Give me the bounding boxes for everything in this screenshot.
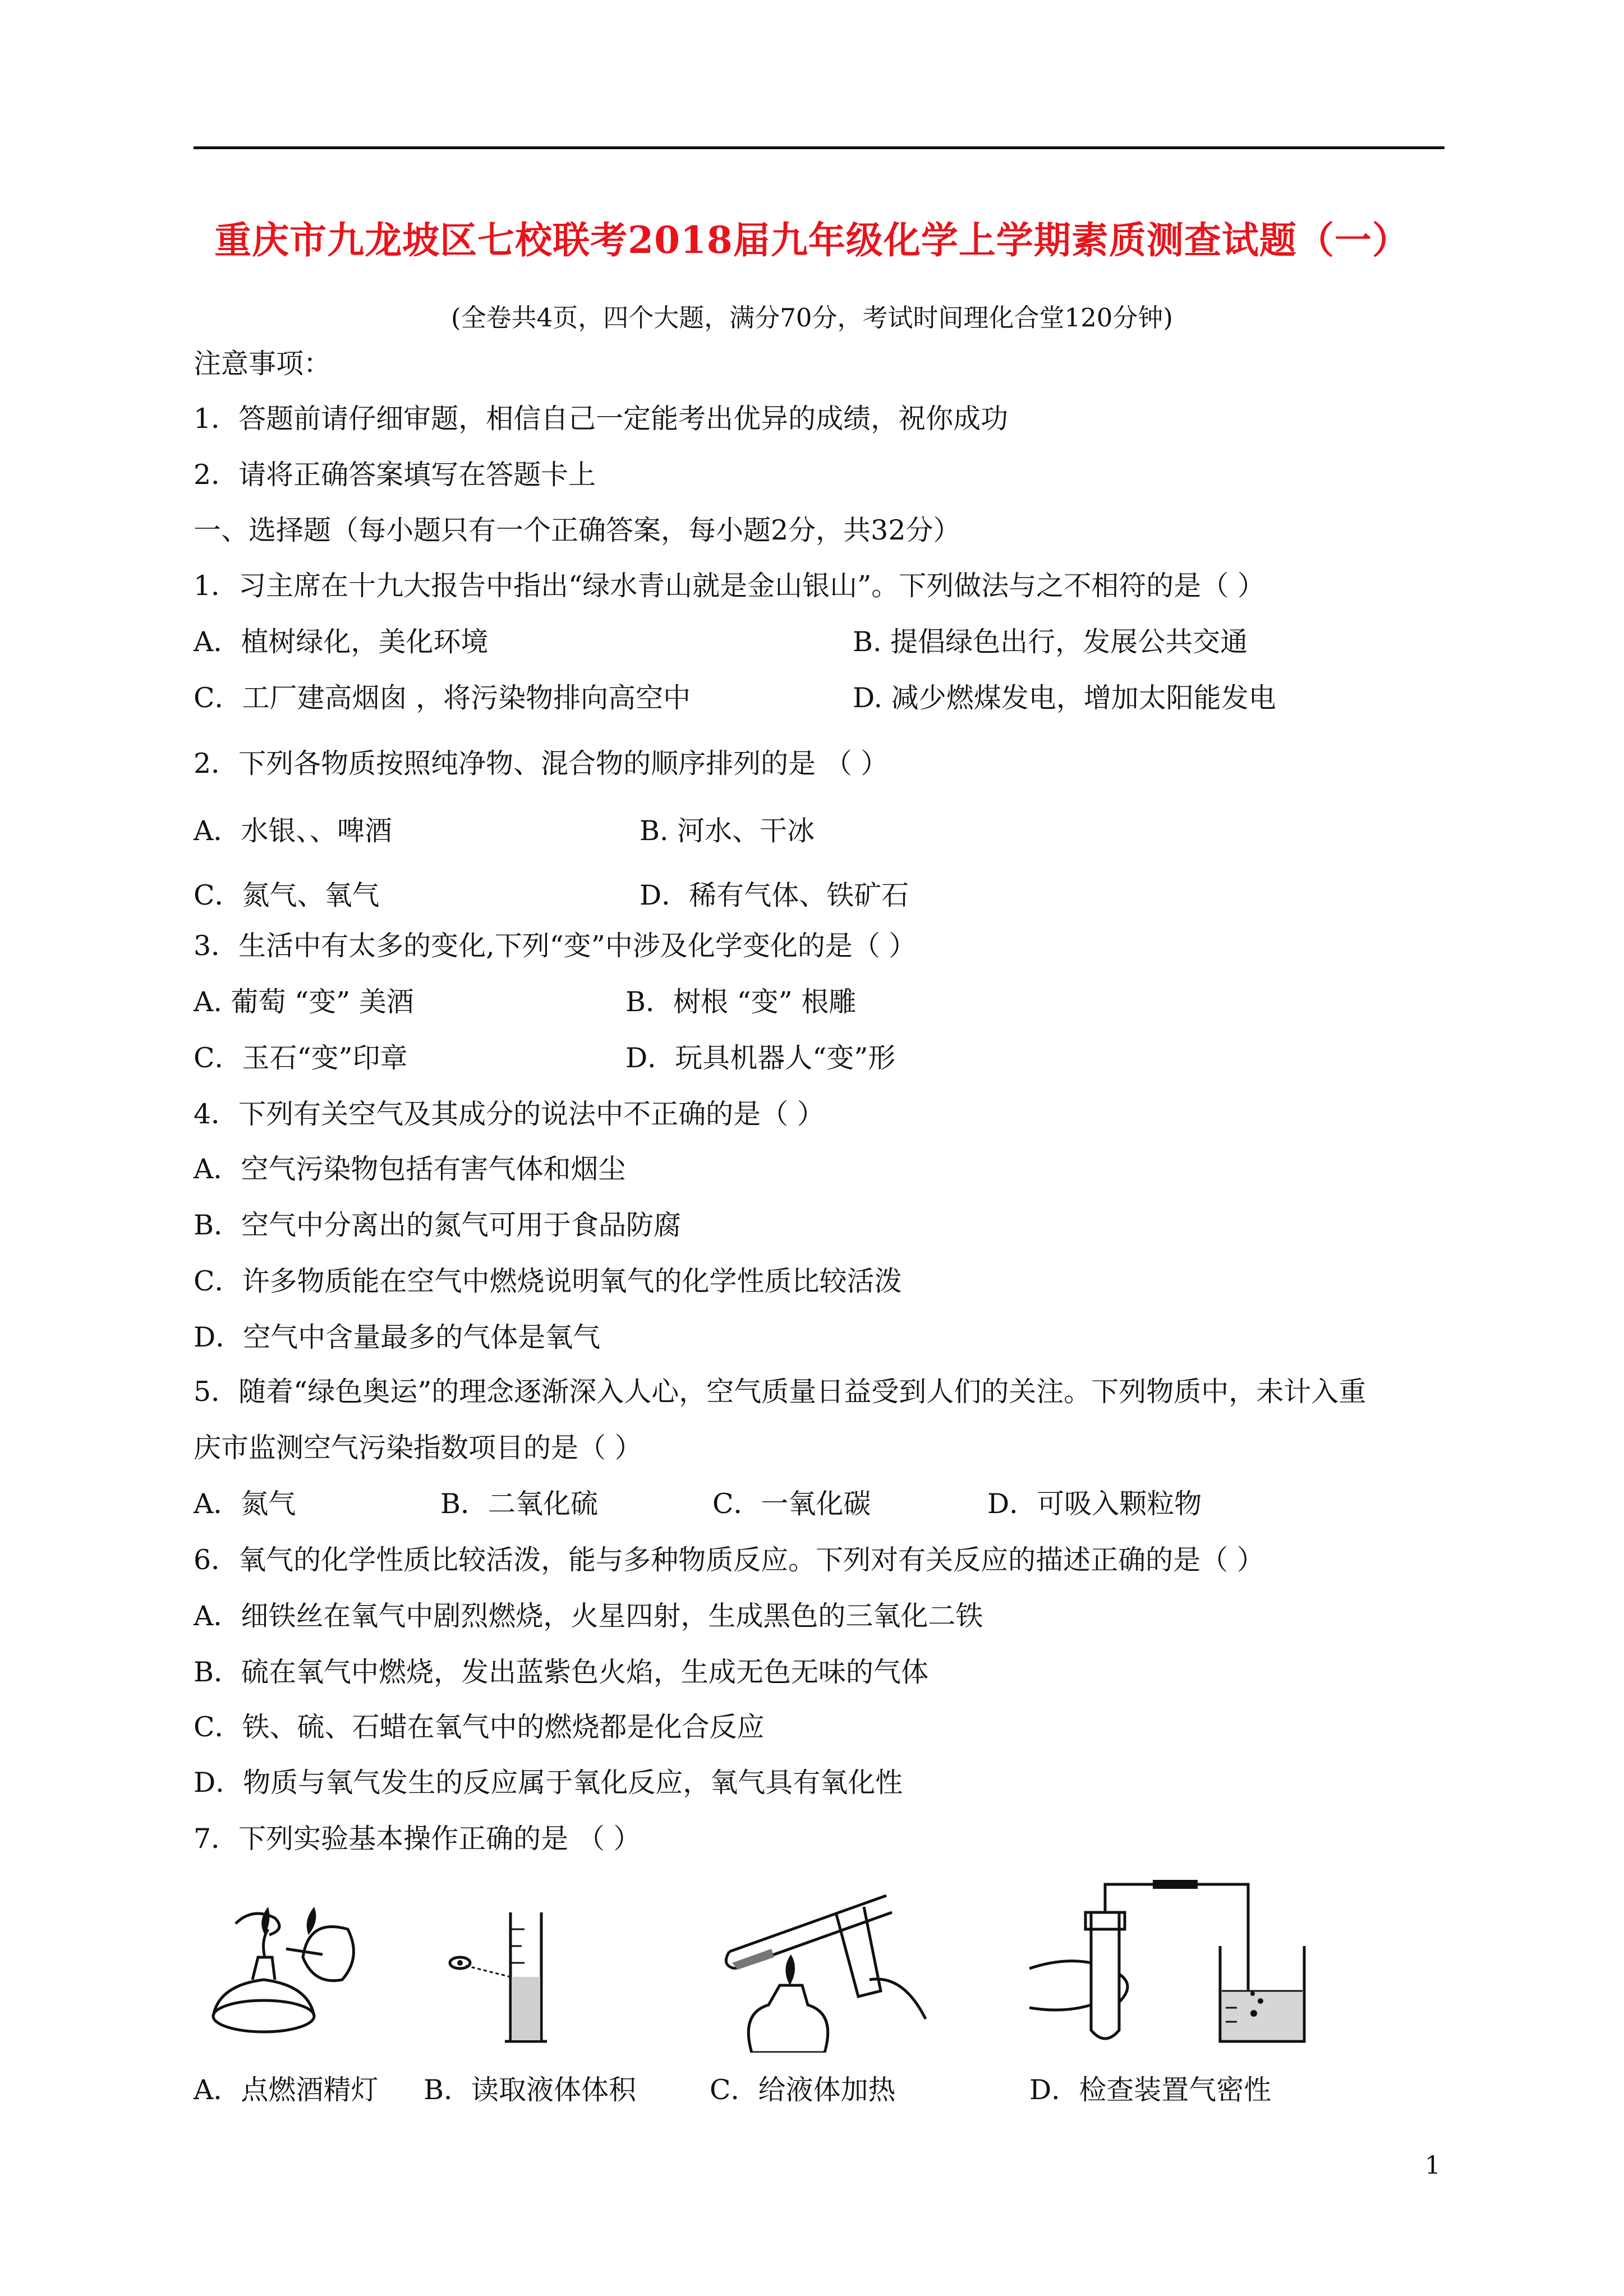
q3-stem: 3．生活中有太多的变化,下列“变”中涉及化学变化的是（ ） bbox=[194, 930, 917, 962]
q5-option-c: C．一氧化碳 bbox=[712, 1488, 871, 1520]
alcohol-lamp-lighting-figure bbox=[202, 1896, 370, 2047]
note-item-1: 1．答题前请仔细审题，相信自己一定能考出优异的成绩，祝你成功 bbox=[194, 403, 1009, 435]
note-item-2: 2．请将正确答案填写在答题卡上 bbox=[194, 459, 596, 491]
q2-option-a: A．水银、、啤酒 bbox=[194, 815, 392, 847]
q6-stem: 6．氧气的化学性质比较活泼，能与多种物质反应。下列对有关反应的描述正确的是（ ） bbox=[194, 1544, 1264, 1576]
q5-option-a: A．氮气 bbox=[194, 1488, 296, 1520]
section-heading: 一、选择题（每小题只有一个正确答案，每小题2分，共32分） bbox=[194, 514, 961, 546]
q6-option-b: B．硫在氧气中燃烧，发出蓝紫色火焰，生成无色无味的气体 bbox=[194, 1656, 929, 1688]
airtightness-check-figure bbox=[1029, 1879, 1321, 2053]
q1-option-a: A．植树绿化，美化环境 bbox=[194, 626, 489, 658]
q2-option-b: B. 河水、干冰 bbox=[640, 815, 815, 847]
q2-stem: 2．下列各物质按照纯净物、混合物的顺序排列的是 （ ） bbox=[194, 748, 889, 780]
q4-option-b: B．空气中分离出的氮气可用于食品防腐 bbox=[194, 1209, 682, 1241]
page-number: 1 bbox=[1425, 2151, 1441, 2180]
notes-heading: 注意事项： bbox=[194, 348, 332, 380]
q6-option-a: A．细铁丝在氧气中剧烈燃烧，火星四射，生成黑色的三氧化二铁 bbox=[194, 1600, 983, 1632]
q1-option-d: D. 减少燃煤发电，增加太阳能发电 bbox=[853, 682, 1276, 714]
q7-option-d: D．检查装置气密性 bbox=[1029, 2074, 1272, 2106]
page-title: 重庆市九龙坡区七校联考2018届九年级化学上学期素质测查试题（一） bbox=[214, 218, 1410, 262]
q4-stem: 4．下列有关空气及其成分的说法中不正确的是（ ） bbox=[194, 1098, 825, 1130]
heating-liquid-figure bbox=[718, 1884, 937, 2053]
q3-option-b: B．树根 “变” 根雕 bbox=[625, 986, 857, 1018]
q7-option-a: A．点燃酒精灯 bbox=[194, 2074, 379, 2106]
q7-stem: 7．下列实验基本操作正确的是 （ ） bbox=[194, 1823, 641, 1855]
page-subtitle: (全卷共4页，四个大题，满分70分，考试时间理化合堂120分钟) bbox=[451, 303, 1173, 333]
q4-option-c: C．许多物质能在空气中燃烧说明氧气的化学性质比较活泼 bbox=[194, 1265, 902, 1297]
q3-option-d: D．玩具机器人“变”形 bbox=[625, 1042, 896, 1074]
q4-option-d: D．空气中含量最多的气体是氧气 bbox=[194, 1321, 601, 1353]
graduated-cylinder-reading-figure bbox=[443, 1907, 555, 2047]
q1-option-b: B. 提倡绿色出行，发展公共交通 bbox=[853, 626, 1248, 658]
q2-option-d: D．稀有气体、铁矿石 bbox=[640, 879, 909, 911]
q3-option-a: A. 葡萄 “变” 美酒 bbox=[194, 986, 414, 1018]
q3-option-c: C．玉石“变”印章 bbox=[194, 1042, 408, 1074]
q5-stem-line2: 庆市监测空气污染指数项目的是（ ） bbox=[194, 1432, 642, 1464]
q6-option-d: D．物质与氧气发生的反应属于氧化反应，氧气具有氧化性 bbox=[194, 1767, 903, 1799]
q7-option-c: C．给液体加热 bbox=[710, 2074, 896, 2106]
header-rule bbox=[194, 146, 1444, 149]
q1-option-c: C．工厂建高烟囱 ，将污染物排向高空中 bbox=[194, 682, 691, 714]
q6-option-c: C．铁、硫、石蜡在氧气中的燃烧都是化合反应 bbox=[194, 1711, 765, 1743]
q1-stem: 1．习主席在十九大报告中指出“绿水青山就是金山银山”。下列做法与之不相符的是（ ） bbox=[194, 570, 1265, 602]
q2-option-c: C．氮气、氧气 bbox=[194, 879, 380, 911]
q5-option-b: B．二氧化硫 bbox=[440, 1488, 599, 1520]
q4-option-a: A．空气污染物包括有害气体和烟尘 bbox=[194, 1153, 626, 1185]
q5-stem-line1: 5．随着“绿色奥运”的理念逐渐深入人心，空气质量日益受到人们的关注。下列物质中，未计入重 bbox=[194, 1376, 1367, 1408]
q5-option-d: D．可吸入颗粒物 bbox=[987, 1488, 1202, 1520]
q7-option-b: B．读取液体体积 bbox=[424, 2074, 637, 2106]
